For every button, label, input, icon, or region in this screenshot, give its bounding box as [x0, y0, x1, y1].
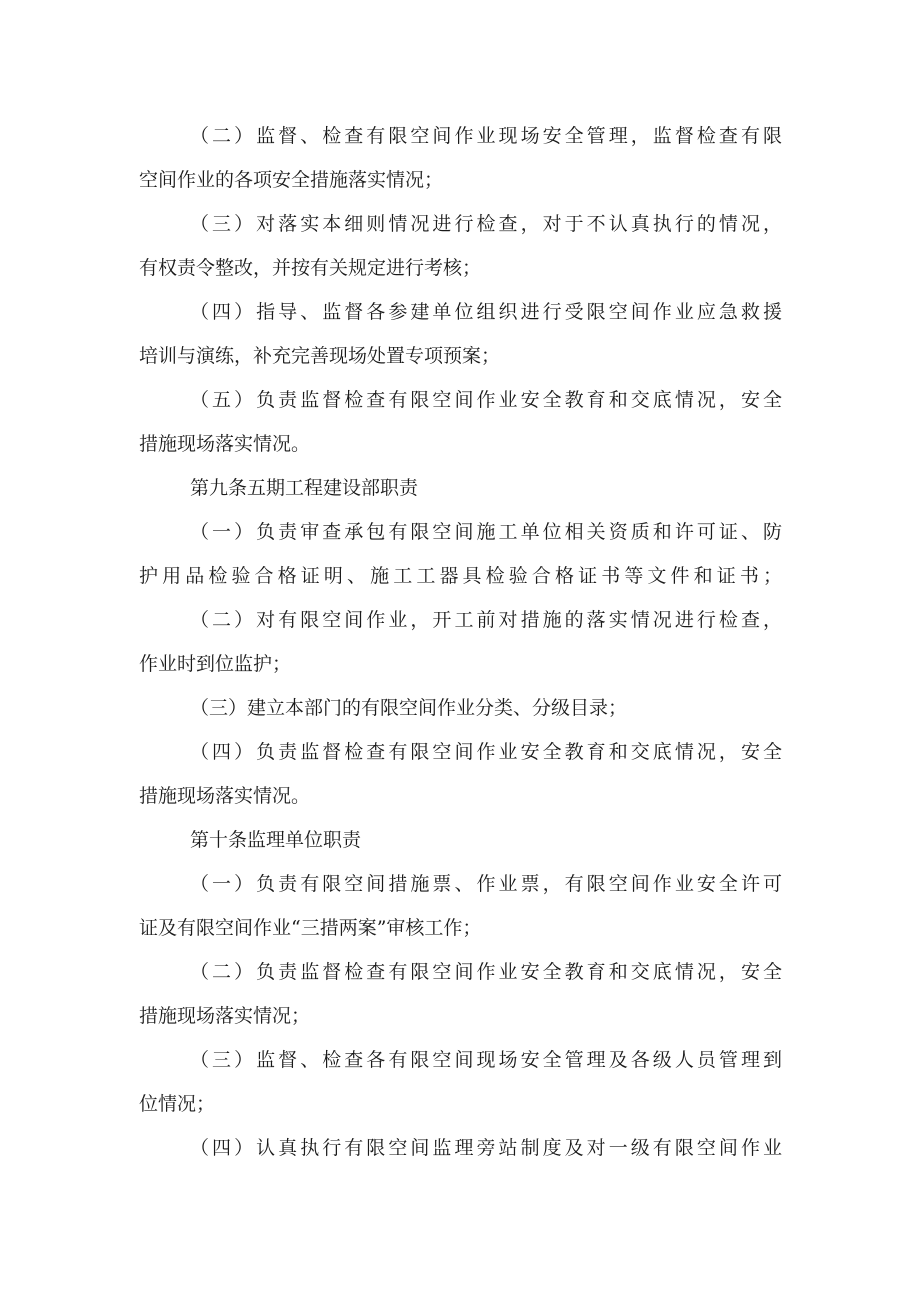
paragraph-line: （三）监督、检查各有限空间现场安全管理及各级人员管理到: [190, 1049, 782, 1071]
paragraph-line: （四）指导、监督各参建单位组织进行受限空间作业应急救援: [190, 301, 782, 323]
paragraph-line: 措施现场落实情况；: [139, 1005, 311, 1027]
paragraph-line: （二）负责监督检查有限空间作业安全教育和交底情况，安全: [190, 961, 782, 983]
paragraph-line: （五）负责监督检查有限空间作业安全教育和交底情况，安全: [190, 389, 782, 411]
paragraph-line: 证及有限空间作业“三措两案”审核工作；: [139, 917, 482, 939]
paragraph-line: （二）对有限空间作业，开工前对措施的落实情况进行检查，: [190, 609, 782, 631]
paragraph-line: 作业时到位监护；: [139, 653, 292, 675]
section-heading: 第十条监理单位职责: [190, 829, 362, 851]
paragraph-line: （三）建立本部门的有限空间作业分类、分级目录；: [190, 697, 628, 719]
paragraph-line: 措施现场落实情况。: [139, 433, 311, 455]
paragraph-line: （四）负责监督检查有限空间作业安全教育和交底情况，安全: [190, 741, 782, 763]
paragraph-line: 有权责令整改，并按有关规定进行考核；: [139, 257, 482, 279]
paragraph-line: 措施现场落实情况。: [139, 785, 311, 807]
paragraph-line: （四）认真执行有限空间监理旁站制度及对一级有限空间作业: [190, 1137, 782, 1159]
paragraph-line: （一）负责审查承包有限空间施工单位相关资质和许可证、防: [190, 521, 782, 543]
paragraph-line: 培训与演练，补充完善现场处置专项预案；: [139, 345, 501, 367]
section-heading: 第九条五期工程建设部职责: [190, 477, 419, 499]
paragraph-line: 护用品检验合格证明、施工工器具检验合格证书等文件和证书；: [139, 565, 782, 587]
paragraph-line: （三）对落实本细则情况进行检查，对于不认真执行的情况，: [190, 213, 782, 235]
paragraph-line: （一）负责有限空间措施票、作业票，有限空间作业安全许可: [190, 873, 782, 895]
paragraph-line: （二）监督、检查有限空间作业现场安全管理，监督检查有限: [190, 125, 782, 147]
paragraph-line: 位情况；: [139, 1093, 216, 1115]
paragraph-line: 空间作业的各项安全措施落实情况；: [139, 169, 444, 191]
